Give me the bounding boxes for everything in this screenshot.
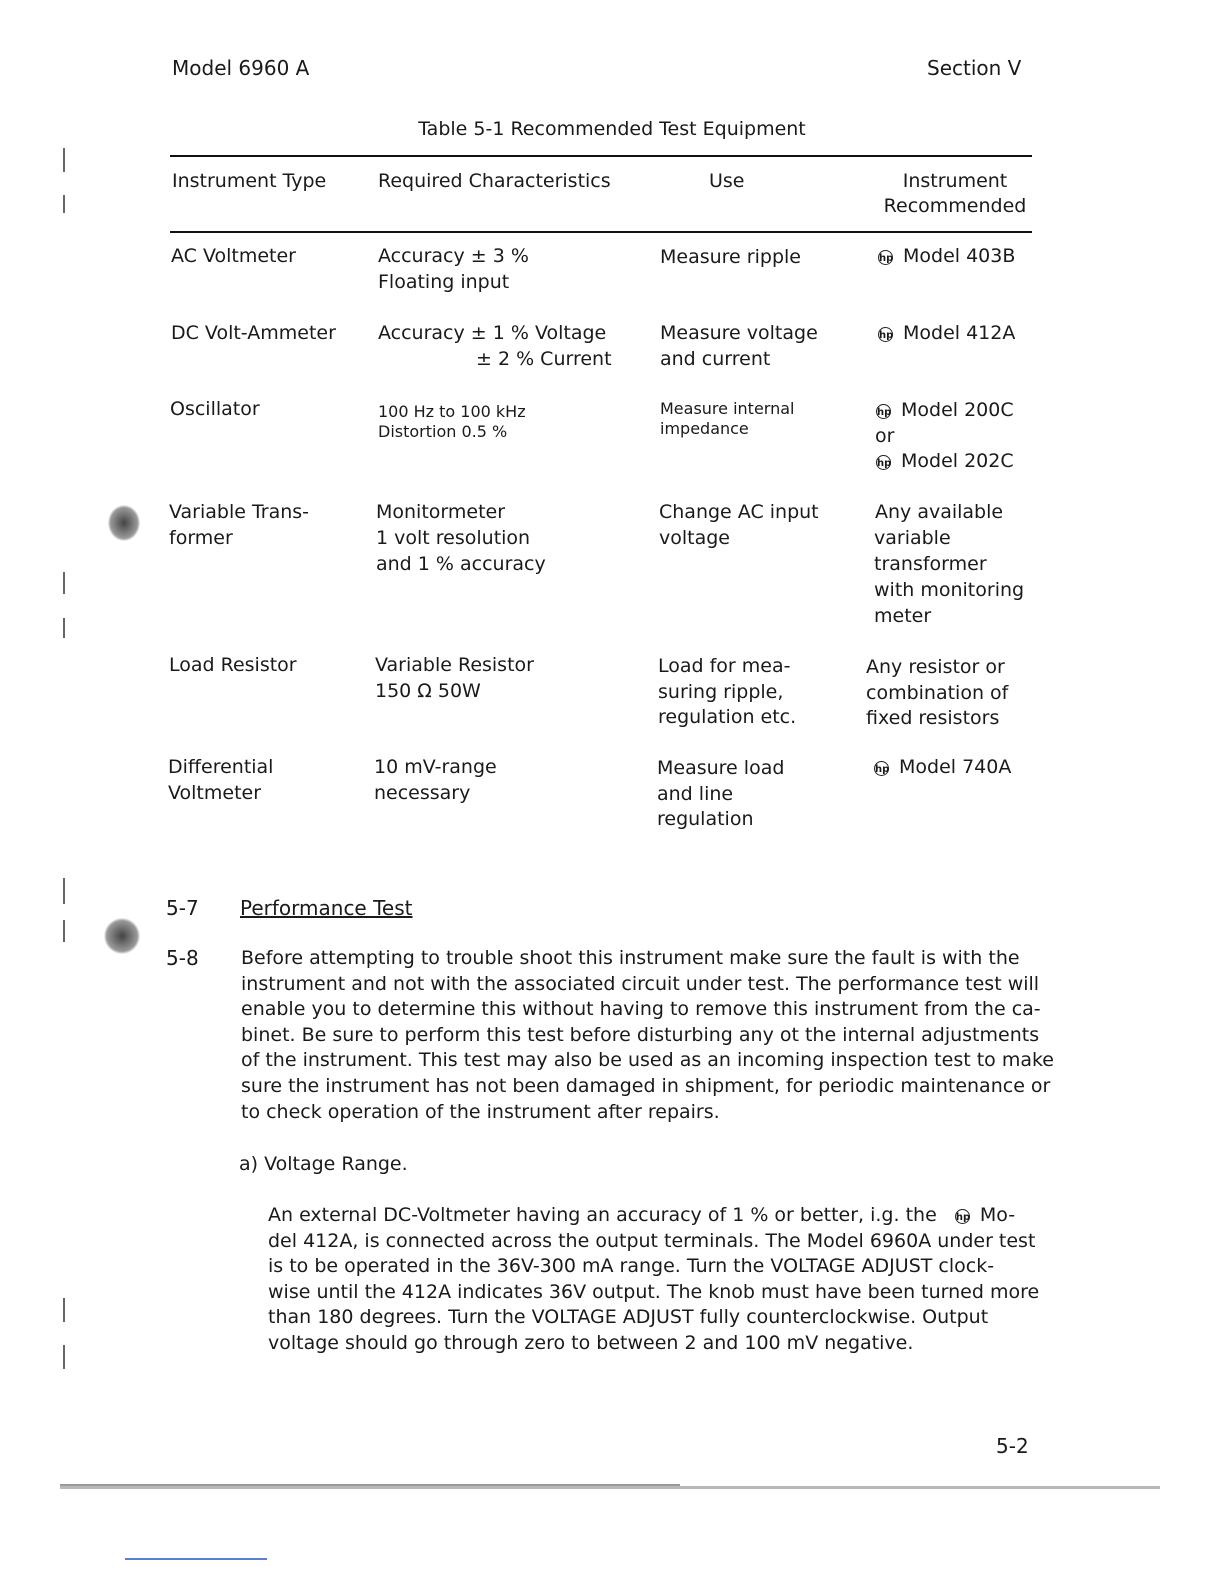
col-header-instrument: Instrument [902,170,1008,192]
row-recommended: or [875,425,895,447]
row-characteristic: Distortion 0.5 % [378,422,508,441]
row-instrument-type: Differential [168,756,274,778]
row-instrument-type: Oscillator [170,398,260,420]
row-recommended: meter [874,605,932,627]
margin-mark [63,920,65,942]
row-instrument-type: Load Resistor [169,654,297,676]
row-use: Measure voltage [660,322,818,344]
row-instrument-type: Voltmeter [168,782,262,804]
hp-logo-icon: hp [876,455,891,470]
row-use: impedance [660,419,749,438]
row-characteristic: Variable Resistor [375,654,534,676]
sub-paragraph: An external DC-Voltmeter having an accuracy of 1 % or better, i.g. the hp Mo- del 412A, is connected across the output terminals. The Model 6960A under test is to be operated in the 36V-300 mA range. Turn the VOLTAGE ADJUST clock- wise until the 412A indicates 36V output. The knob must have been turned more than 180 degrees. Turn the VOLTAGE ADJUST fully counterclockwise. Output voltage should go through zero to between 2 and 100 mV negative. [268,1204,1040,1354]
row-use: Load for mea- [658,655,791,677]
table-caption: Table 5-1 Recommended Test Equipment [418,118,806,140]
row-recommended: hp Model 202C [877,450,1014,472]
row-recommended: hp Model 200C [877,399,1014,421]
row-characteristic: 10 mV-range [374,756,497,778]
row-recommended: hp Model 740A [875,756,1012,778]
row-characteristic: Monitormeter [376,501,506,523]
scan-blot [108,505,140,541]
margin-mark [63,572,65,594]
table-top-rule [170,155,1032,157]
row-recommended: hp Model 412A [879,322,1016,344]
row-use: Measure ripple [660,246,801,268]
row-recommended: Any resistor or [866,656,1005,678]
scan-line [60,1486,1160,1489]
row-characteristic: necessary [374,782,471,804]
row-characteristic: ± 2 % Current [476,348,612,370]
row-use: regulation [657,808,754,830]
hp-logo-icon: hp [876,404,891,419]
section-title: Performance Test [240,896,413,920]
row-recommended: variable [874,527,951,549]
row-recommended: Any available [875,501,1004,523]
row-instrument-type: former [169,527,233,549]
margin-mark [63,618,65,638]
page-number: 5-2 [996,1434,1029,1458]
row-recommended: with monitoring [874,579,1025,601]
section-number: 5-7 [166,896,199,920]
hp-logo-icon: hp [874,761,889,776]
sub-heading: a) Voltage Range. [239,1153,408,1175]
row-instrument-type: DC Volt-Ammeter [171,322,336,344]
margin-mark [63,195,65,213]
paragraph-number: 5-8 [166,946,199,970]
margin-mark [63,1345,65,1369]
row-characteristic: Accuracy ± 1 % Voltage [378,322,607,344]
row-use: and current [660,348,771,370]
row-use: Change AC input [659,501,819,523]
row-characteristic: 1 volt resolution [376,527,531,549]
col-header-recommended: Recommended [883,195,1027,217]
row-use: voltage [659,527,730,549]
row-use: regulation etc. [658,706,797,728]
margin-mark [63,878,65,904]
margin-mark [63,148,65,172]
row-characteristic: 100 Hz to 100 kHz [378,402,526,421]
hp-logo-icon: hp [878,250,893,265]
row-recommended: combination of [866,682,1009,704]
row-use: suring ripple, [658,681,784,703]
row-use: Measure internal [660,399,795,418]
col-header-instrument-type: Instrument Type [172,170,327,192]
col-header-required-characteristics: Required Characteristics [378,170,611,192]
header-section: Section V [927,56,1022,80]
row-characteristic: Floating input [378,271,510,293]
hp-logo-icon: hp [878,327,893,342]
row-recommended: fixed resistors [866,707,1000,729]
scan-blot [104,918,140,954]
row-characteristic: 150 Ω 50W [375,680,481,702]
col-header-use: Use [709,170,745,192]
header-model: Model 6960 A [172,56,310,80]
hp-logo-icon: hp [955,1209,970,1224]
row-recommended: transformer [874,553,987,575]
row-instrument-type: AC Voltmeter [171,245,296,267]
row-use: Measure load [657,757,785,779]
row-characteristic: Accuracy ± 3 % [378,245,529,267]
margin-mark [63,1298,65,1322]
paragraph-body: Before attempting to trouble shoot this instrument make sure the fault is with the instrument and not with the associated circuit under test. The performance test will enable you to determine this without having to remove this instrument from the ca- binet. Be sure to perform this test before disturbing any ot the internal adjustments of the instrument. This test may also be used as an incoming inspection test to make sure the instrument has not been damaged in shipment, for periodic maintenance or to check operation of the instrument after repairs. [241,947,1054,1123]
row-use: and line [657,783,734,805]
scan-line-blue [125,1558,267,1560]
table-header-rule [170,231,1032,233]
scan-line [60,1484,680,1486]
row-recommended: hp Model 403B [879,245,1016,267]
row-instrument-type: Variable Trans- [169,501,310,523]
row-characteristic: and 1 % accuracy [376,553,546,575]
